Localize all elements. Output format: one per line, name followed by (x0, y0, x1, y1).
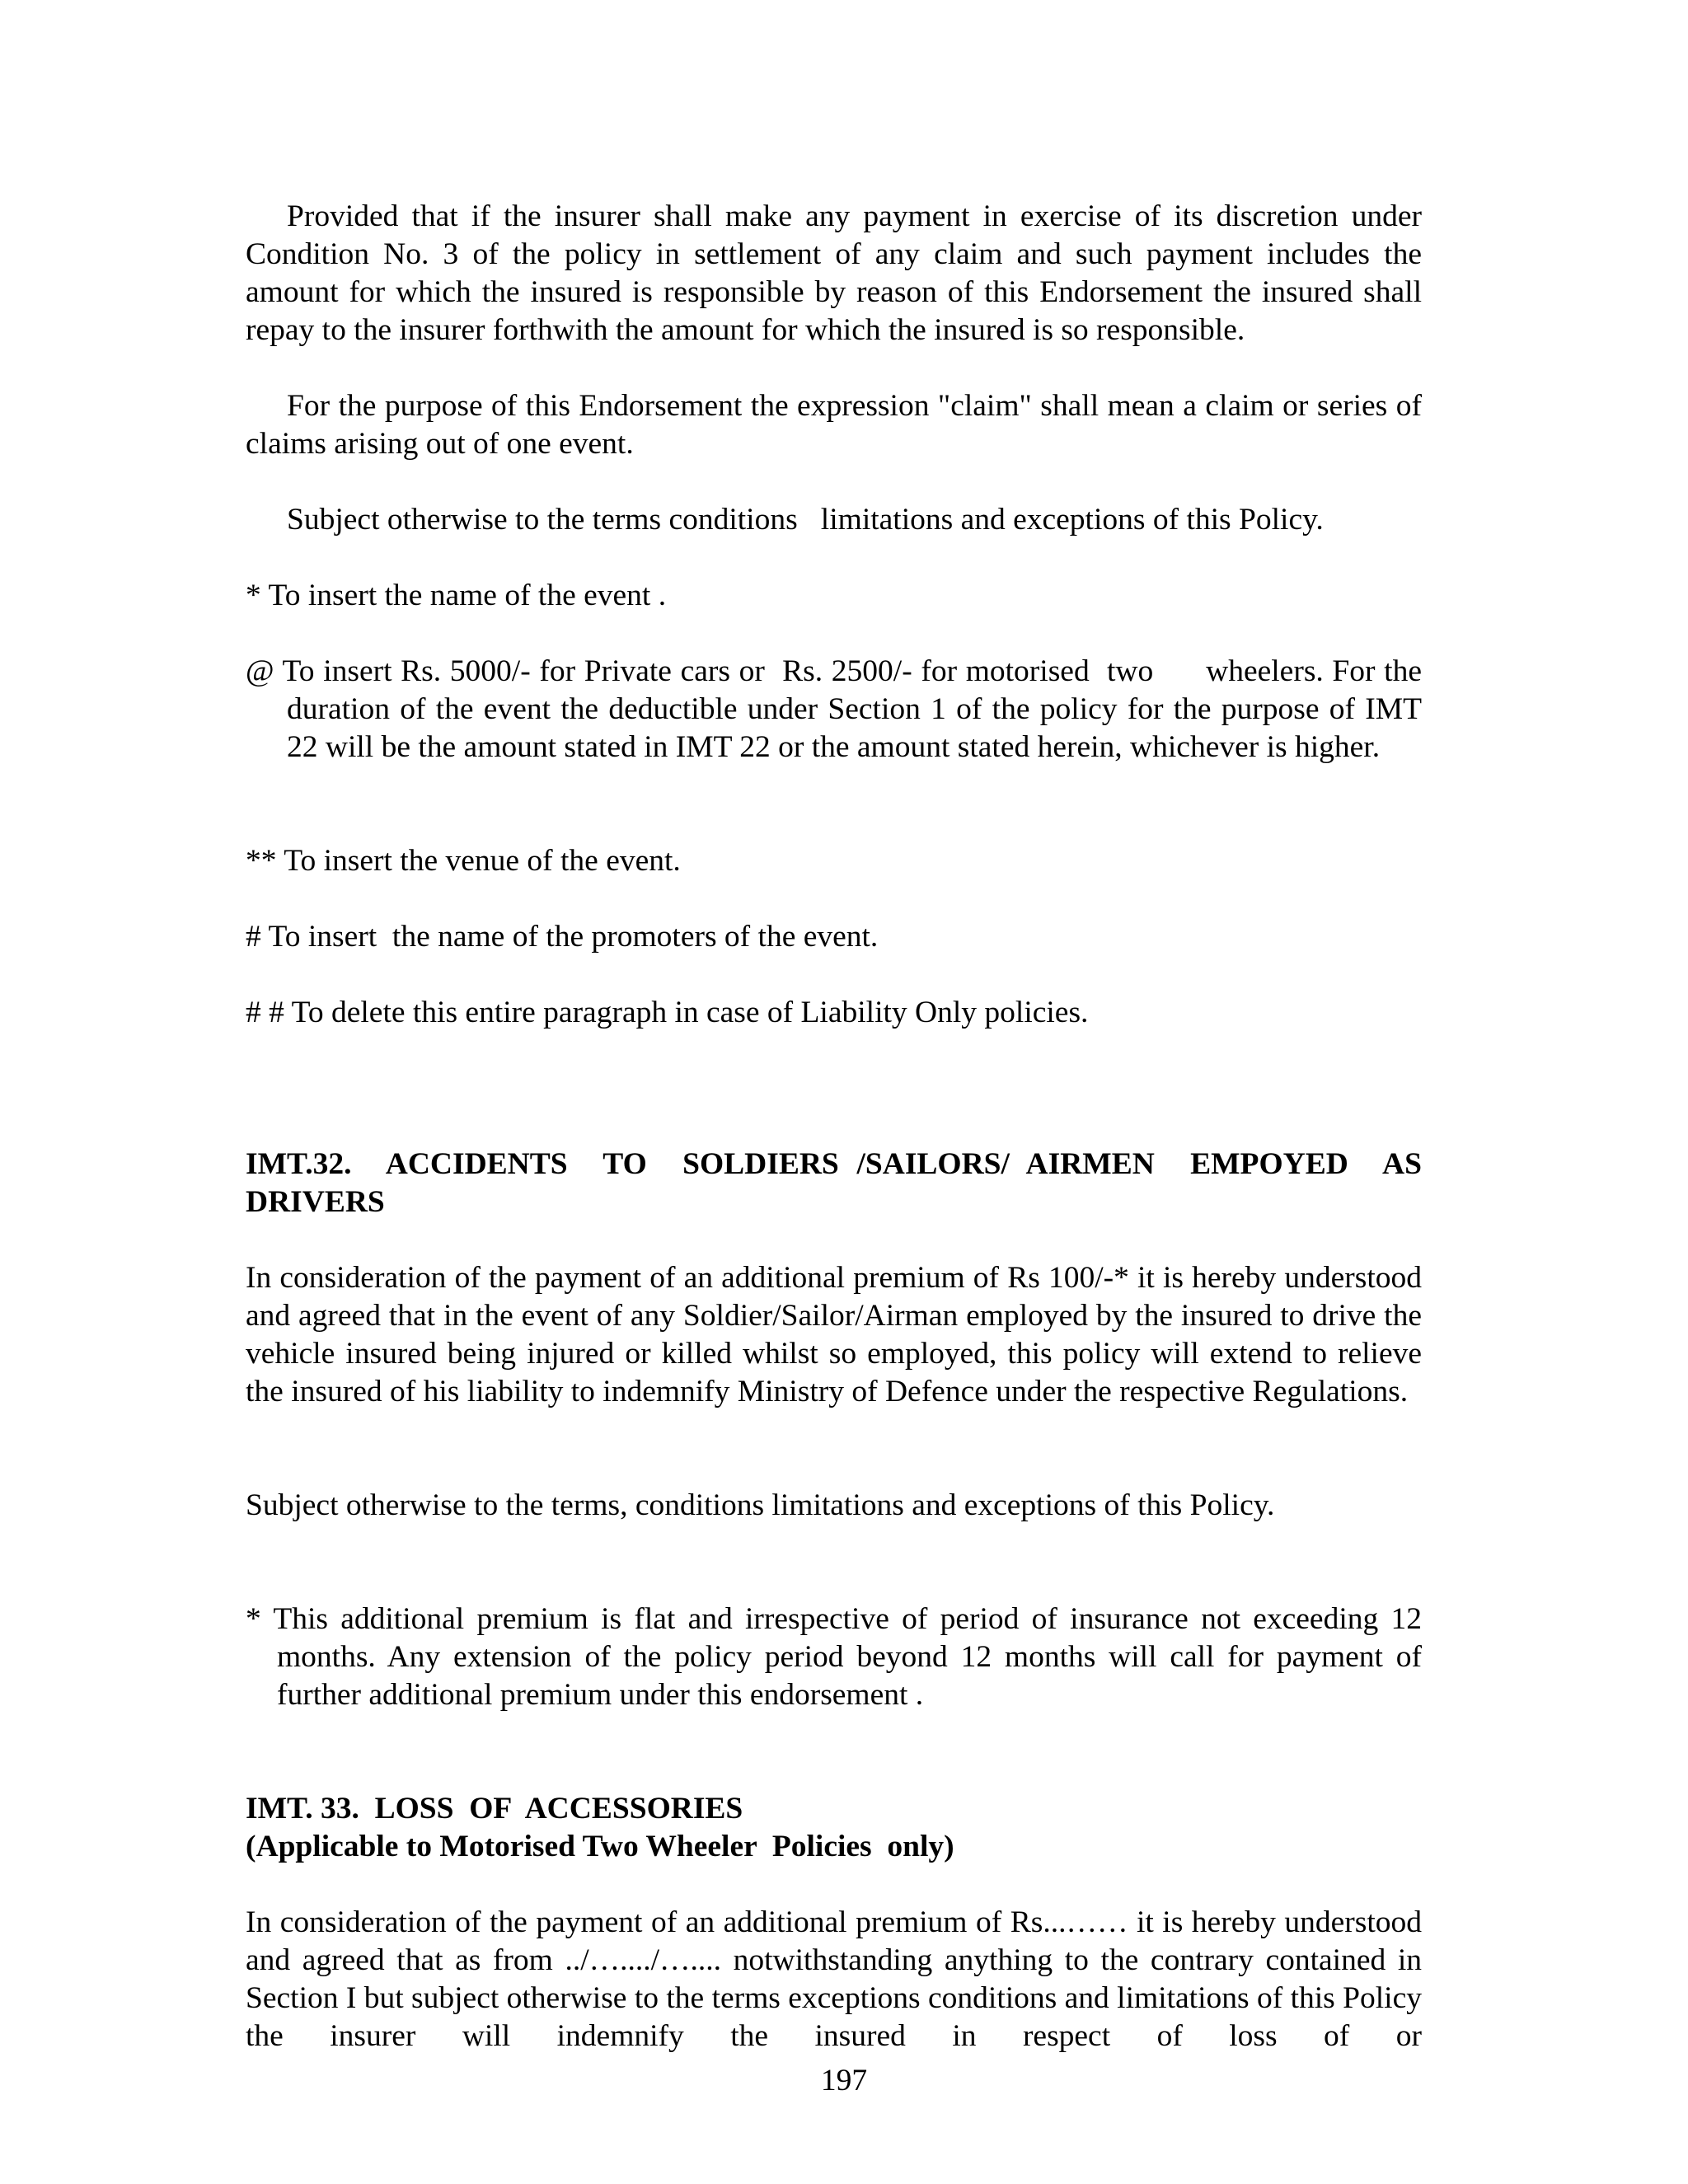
imt32-body: In consideration of the payment of an additional premium of Rs 100/-* it is hereby understood and agreed that in the event of any Soldier/Sailor/Airman employed by the insured to drive the vehicle insured being injured or killed whilst so employed, this policy will extend to relieve the insured of his liability to indemnify Ministry of Defence under the respective Regulations. (246, 1261, 1422, 1408)
imt32-subject-clause: Subject otherwise to the terms, conditions limitations and exceptions of this Policy. (246, 1488, 1275, 1522)
imt32-footnote: * This additional premium is flat and irrespective of period of insurance not exceeding 12 months. Any extension of the policy period beyond 12 months will call for payment of further additional premium under this endorsement . (246, 1602, 1422, 1712)
imt33-heading: IMT. 33. LOSS OF ACCESSORIES (246, 1792, 743, 1825)
proviso-paragraph: Provided that if the insurer shall make any payment in exercise of its discretion under Condition No. 3 of the policy in settlement of any claim and such payment includes the amount for which the insured is responsible by reason of this Endorsement the insured shall repay to the insurer forthwith the amount for which the insured is so responsible. (246, 199, 1422, 347)
note-venue: ** To insert the venue of the event. (246, 844, 681, 878)
page-number: 197 (820, 2064, 868, 2097)
imt32-heading: IMT.32. ACCIDENTS TO SOLDIERS /SAILORS/ AIRMEN EMPOYED AS DRIVERS (246, 1147, 1430, 1219)
note-event-name: * To insert the name of the event . (246, 579, 667, 612)
subject-clause-paragraph: Subject otherwise to the terms conditions limitations and exceptions of this Policy. (287, 503, 1324, 537)
imt33-body: In consideration of the payment of an additional premium of Rs...…… it is hereby understood and agreed that as from ../…..../….... notwithstanding anything to the contrary contained in Section I but subject otherwise to the terms exceptions conditions and limitations of this Policy the insurer will indemnify the insured in respect of loss of or (246, 1905, 1422, 2053)
note-deductible: @ To insert Rs. 5000/- for Private cars or Rs. 2500/- for motorised two wheelers. For the duration of the event the deductible under Section 1 of the policy for the purpose of IMT 22 will be the amount stated in IMT 22 or the amount stated herein, whichever is higher. (246, 654, 1430, 764)
claim-definition-paragraph: For the purpose of this Endorsement the expression "claim" shall mean a claim or series of claims arising out of one event. (246, 389, 1422, 461)
note-delete-paragraph: # # To delete this entire paragraph in case of Liability Only policies. (246, 996, 1089, 1029)
note-promoters: # To insert the name of the promoters of the event. (246, 920, 879, 954)
imt33-subheading: (Applicable to Motorised Two Wheeler Policies only) (246, 1830, 954, 1863)
